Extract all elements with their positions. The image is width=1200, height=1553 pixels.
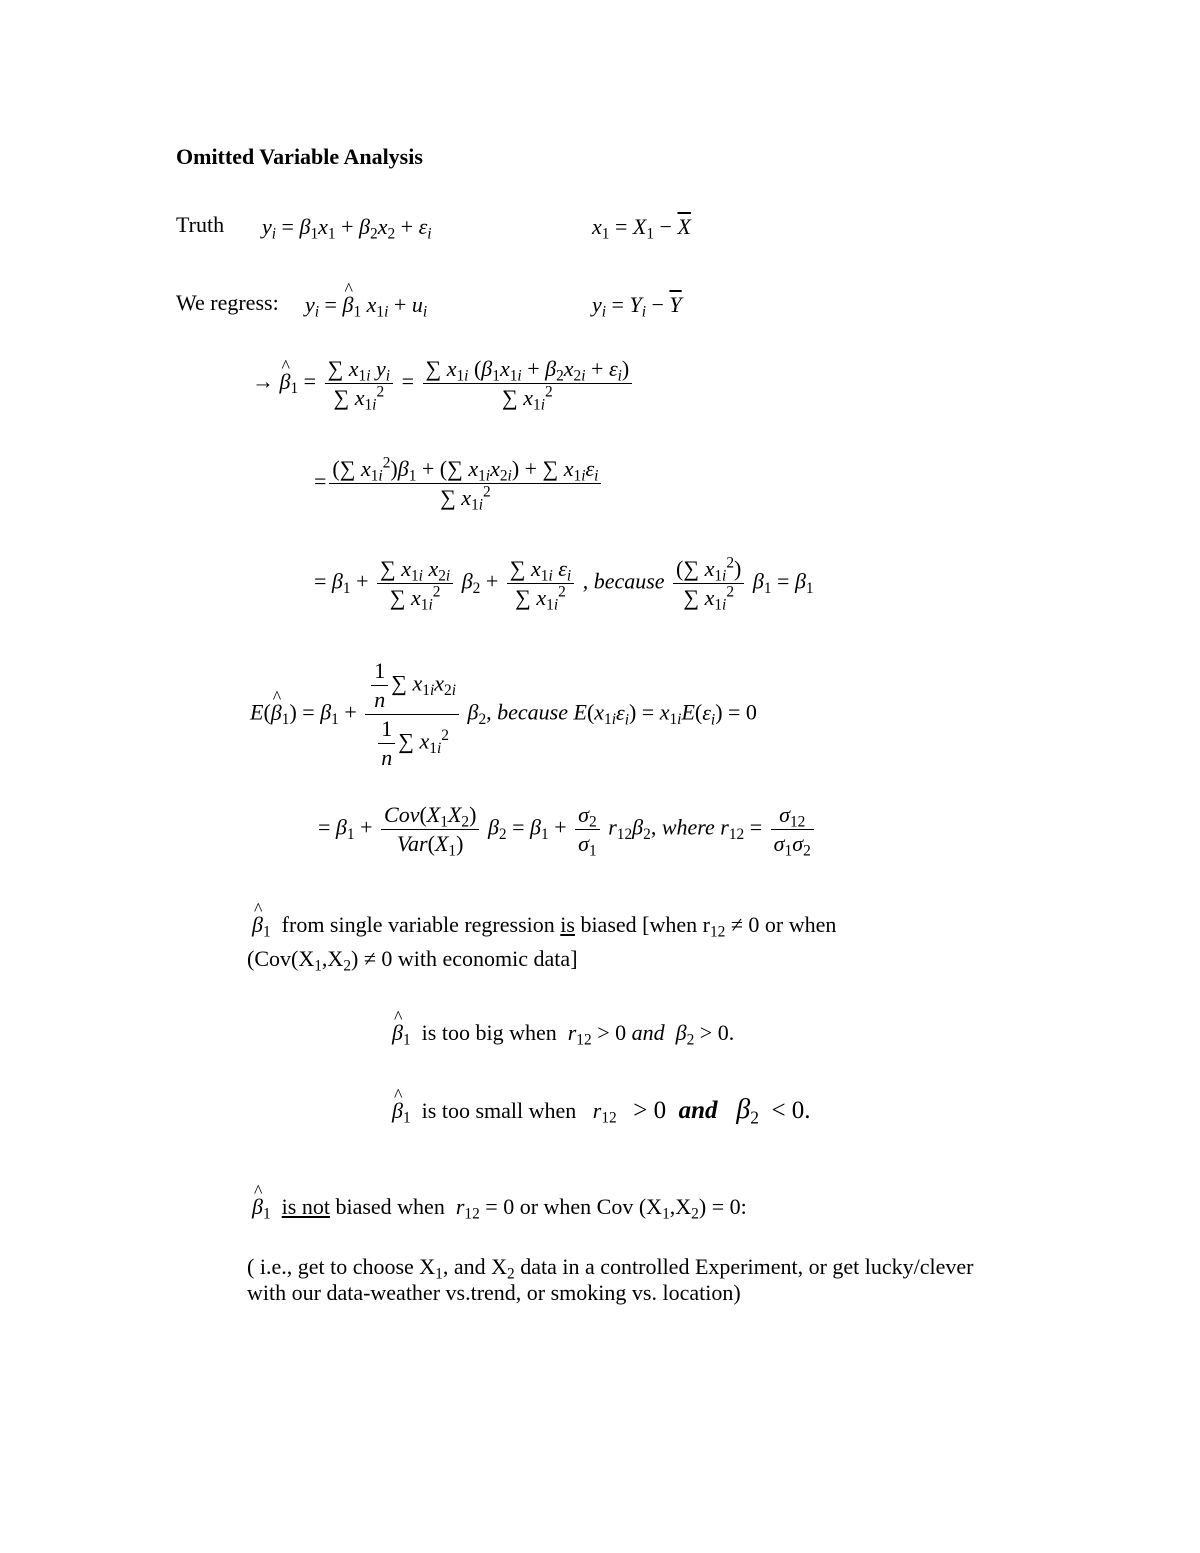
controlled-1b: , and X: [442, 1254, 508, 1279]
too-small-text: is too small when: [421, 1098, 577, 1123]
x1-definition: $x_1 = X_1 - \overline{X}$: [592, 214, 691, 243]
simplification-step: = $\beta_1$ + $\frac{\sum x_{1i} x_{2i}}{\sum x_{1i}^2}$ $\beta_2$ + $\frac{\sum x_{1i} \varepsilon_i}{\sum x_{1i}^2}$ , because $\frac{(\sum x_{1i}^2)}{\sum x_{1i}^2}$ $\beta_1 = \beta_1$: [314, 554, 814, 614]
truth-label: Truth: [176, 212, 225, 237]
covariance-step: = $\beta_1$ + $\frac{Cov(X_1X_2)}{Var(X_1)}$ $\beta_2 = \beta_1$ + $\frac{\sigma_2}{\sigma_1}$ $r_{12}\beta_2$, where $r_{12}$ = $\frac{\sigma_{12}}{\sigma_1\sigma_2}$: [318, 804, 817, 855]
biased-line2-a: (Cov(X: [247, 946, 315, 971]
not-biased-text-a: biased when: [329, 1194, 445, 1219]
not-biased-statement: ^ $\beta_1$ is not biased when $r_{12} = 0$ or when Cov $(X_1,X_2) = 0$:: [252, 1196, 747, 1218]
not-biased-underlined: is not: [281, 1194, 330, 1219]
biased-line2-c: ) ≠ 0 with economic data]: [351, 946, 578, 971]
not-biased-text-c: ,X: [669, 1194, 692, 1219]
not-biased-text-b: or when Cov (X: [519, 1194, 663, 1219]
biased-text-c: ≠ 0 or when: [725, 912, 837, 937]
biased-statement: ^ $\beta_1$ from single variable regression is biased [when $r_{12} \ne 0$ or when: [252, 914, 836, 936]
beta-hat-derivation: → ^ $\beta_1$ = $\frac{\sum x_{1i} y_i}{\sum x_{1i}^2}$ = $\frac{\sum x_{1i} (\beta_1x_{1i} + \beta_2x_{2i} + \varepsilon_i)}{\sum x_{1i}^2}$: [252, 358, 635, 409]
not-biased-text-d: ) = 0:: [698, 1194, 747, 1219]
controlled-1c: data in a controlled Experiment, or get lucky/clever: [514, 1254, 974, 1279]
too-big-statement: ^ $\beta_1$ is too big when $r_{12} > 0$ and $\beta_2 > 0$.: [392, 1022, 734, 1044]
y-definition: $y_i = Y_i - \overline{Y}$: [592, 292, 682, 321]
truth-equation: $y_i = \beta_1x_1 + \beta_2x_2 + \varepsilon_i$: [262, 214, 432, 243]
biased-r-sub: 12: [709, 923, 726, 941]
controlled-note-line1: ( i.e., get to choose $X_1$, and $X_2$ data in a controlled Experiment, or get lucky/clever: [247, 1254, 974, 1283]
regress-equation: $y_i$ = ^ $\beta_1$ $x_{1i} + u_i$: [305, 294, 427, 316]
too-small-statement: ^ $\beta_1$ is too small when $r_{12}$ > 0 and $\beta_2 < 0$.: [392, 1096, 811, 1124]
expansion-step: = $\frac{(\sum x_{1i}^2)\beta_1 + (\sum x_{1i}x_{2i}) + \sum x_{1i}\varepsilon_i}{\sum x_{1i}^2}$: [314, 458, 604, 509]
biased-text-b: biased [when r: [574, 912, 710, 937]
biased-statement-line2: ($Cov(X_1,X_2) \ne 0$ with economic data]: [247, 946, 578, 975]
biased-line2-b: ,X: [321, 946, 344, 971]
regress-label: We regress:: [176, 290, 279, 315]
controlled-note-line2: with our data-weather vs.trend, or smoking vs. location): [247, 1280, 741, 1305]
biased-text-is: is: [560, 912, 575, 937]
page-title: Omitted Variable Analysis: [176, 144, 423, 169]
too-big-text: is too big when: [421, 1020, 557, 1045]
controlled-1a: ( i.e., get to choose X: [247, 1254, 436, 1279]
expectation-step: E(^ $\beta_1) = \beta_1$ + $\frac{1}{n}$ ∑ $x_{1i}x_{2i}$ $\frac{1}{n}$ ∑ $x_{1i}^2$ $\beta_2$, because $E(x_{1i}\varepsilon_i) = x_{1i}E(\varepsilon_i) = 0$: [250, 660, 757, 769]
biased-text-a: from single variable regression: [281, 912, 561, 937]
